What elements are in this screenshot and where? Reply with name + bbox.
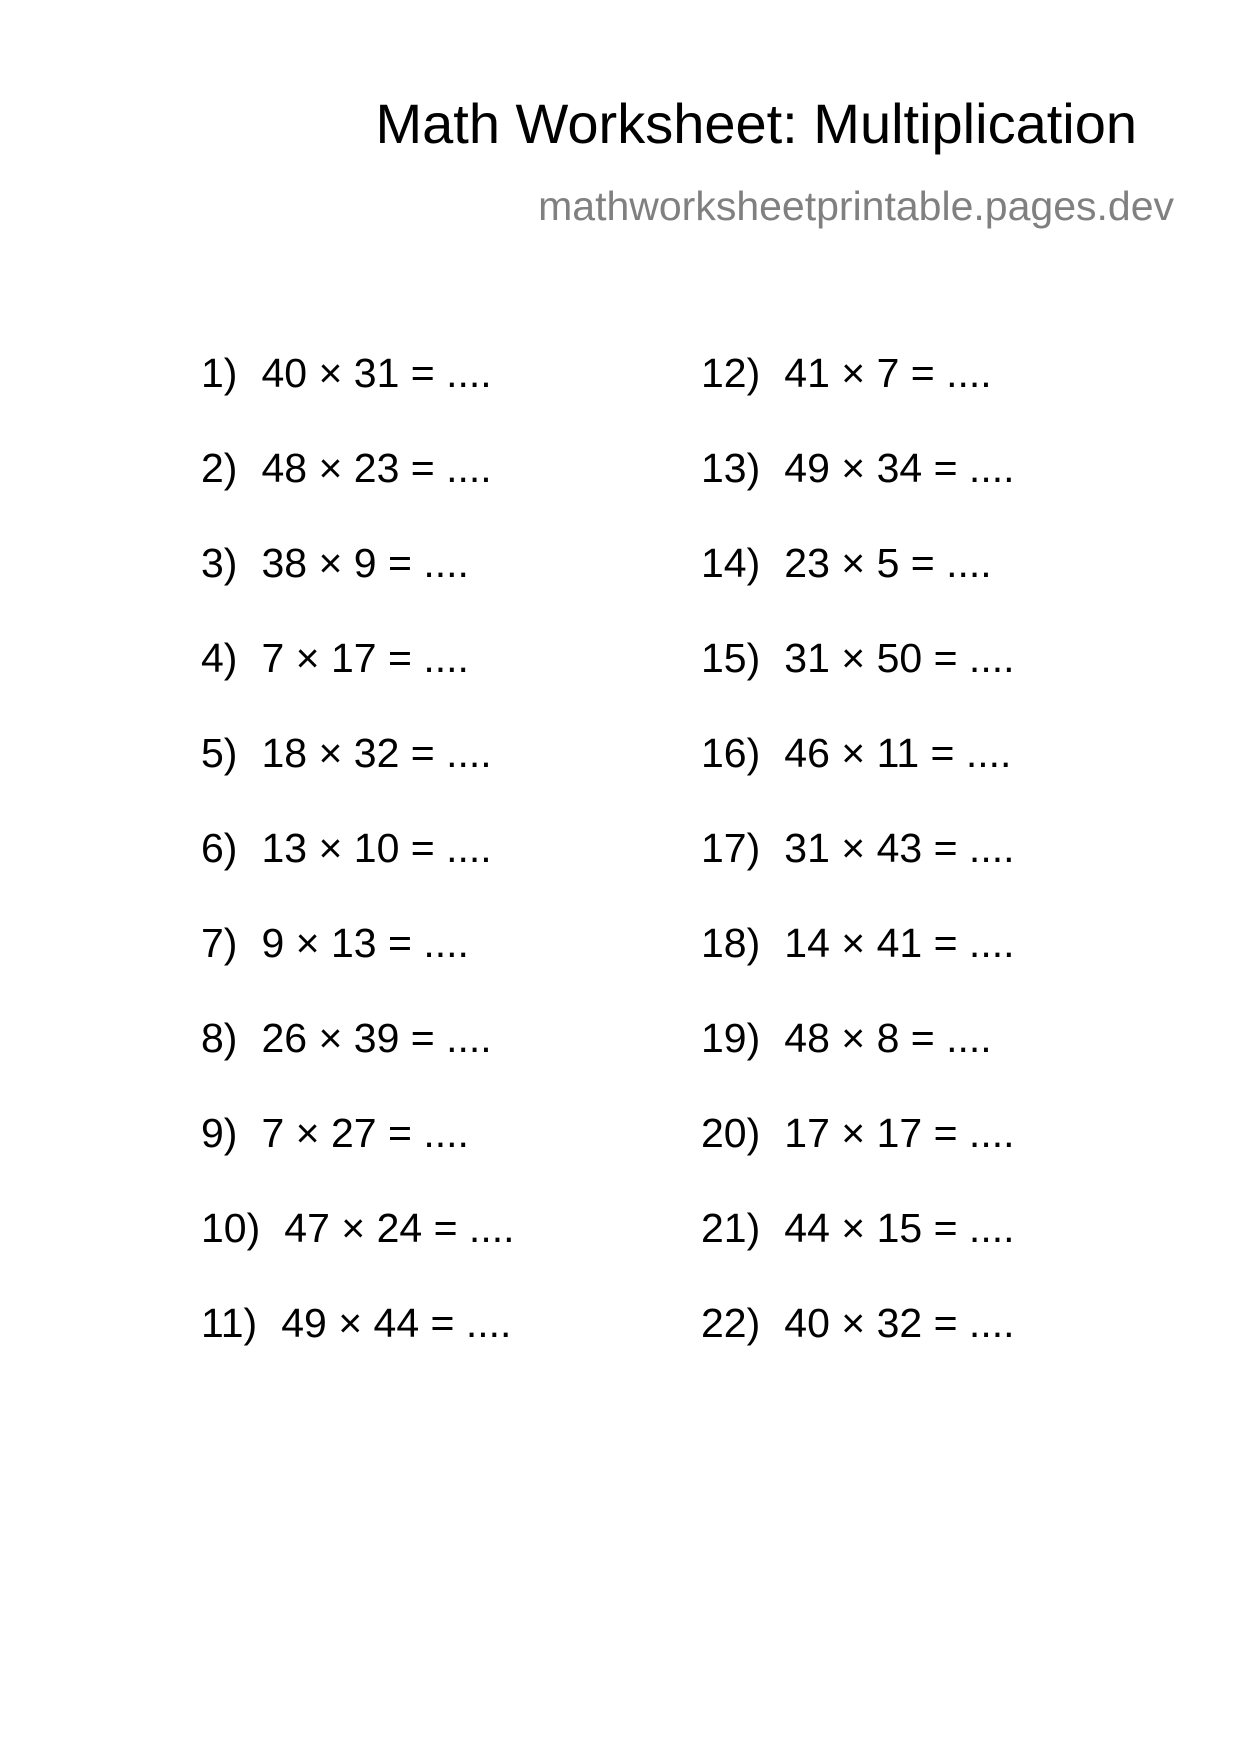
- problem-expression: 41 × 7 = ....: [784, 350, 992, 396]
- problem-number: 6): [201, 825, 238, 871]
- problem-number: 2): [201, 445, 238, 491]
- problem-expression: 40 × 31 = ....: [261, 350, 492, 396]
- problem-item: [201, 1205, 515, 1303]
- problem-expression: 31 × 43 = ....: [784, 825, 1015, 871]
- problem-item: [201, 350, 515, 448]
- problem-number: 5): [201, 730, 238, 776]
- problem-expression: 48 × 23 = ....: [261, 445, 492, 491]
- problem-expression: 49 × 34 = ....: [784, 445, 1015, 491]
- problem-item: [701, 350, 1015, 448]
- problem-number: 16): [701, 730, 761, 776]
- problem-item: [701, 920, 1015, 1018]
- problem-expression: 14 × 41 = ....: [784, 920, 1015, 966]
- problem-number: 20): [701, 1110, 761, 1156]
- problem-item: [201, 825, 515, 923]
- problem-item: [201, 920, 515, 1018]
- problem-expression: 18 × 32 = ....: [261, 730, 492, 776]
- problem-number: 8): [201, 1015, 238, 1061]
- problem-item: [701, 445, 1015, 543]
- problem-list-right: [701, 350, 1015, 1398]
- problem-number: 10): [201, 1205, 261, 1251]
- problem-expression: 13 × 10 = ....: [261, 825, 492, 871]
- problem-expression: 31 × 50 = ....: [784, 635, 1015, 681]
- problem-item: [701, 1110, 1015, 1208]
- problem-number: 13): [701, 445, 761, 491]
- problem-expression: 26 × 39 = ....: [261, 1015, 492, 1061]
- problem-number: 7): [201, 920, 238, 966]
- problem-number: 19): [701, 1015, 761, 1061]
- problem-expression: 17 × 17 = ....: [784, 1110, 1015, 1156]
- problem-item: [701, 1205, 1015, 1303]
- problem-expression: 38 × 9 = ....: [261, 540, 469, 586]
- problem-number: 18): [701, 920, 761, 966]
- worksheet-title: Math Worksheet: Multiplication: [375, 92, 1137, 155]
- problem-number: 17): [701, 825, 761, 871]
- problem-item: [701, 1015, 1015, 1113]
- problem-list-left: [201, 350, 515, 1398]
- problem-number: 14): [701, 540, 761, 586]
- problem-number: 12): [701, 350, 761, 396]
- problem-number: 22): [701, 1300, 761, 1346]
- problem-expression: 23 × 5 = ....: [784, 540, 992, 586]
- problem-item: [201, 1015, 515, 1113]
- problem-item: [201, 445, 515, 543]
- problem-number: 11): [201, 1300, 258, 1346]
- problem-expression: 48 × 8 = ....: [784, 1015, 992, 1061]
- problem-number: 1): [201, 350, 238, 396]
- problem-item: [201, 1300, 515, 1398]
- problem-expression: 40 × 32 = ....: [784, 1300, 1015, 1346]
- problem-item: [201, 1110, 515, 1208]
- problem-number: 15): [701, 635, 761, 681]
- problem-item: [201, 730, 515, 828]
- problem-expression: 47 × 24 = ....: [284, 1205, 515, 1251]
- problem-item: [701, 635, 1015, 733]
- problem-expression: 9 × 13 = ....: [261, 920, 469, 966]
- problem-item: [701, 825, 1015, 923]
- problem-number: 9): [201, 1110, 238, 1156]
- problem-expression: 46 × 11 = ....: [784, 730, 1012, 776]
- problem-expression: 7 × 17 = ....: [261, 635, 469, 681]
- problem-number: 3): [201, 540, 238, 586]
- problem-expression: 7 × 27 = ....: [261, 1110, 469, 1156]
- problem-item: [701, 730, 1015, 828]
- problem-expression: 49 × 44 = ....: [281, 1300, 512, 1346]
- website-url: mathworksheetprintable.pages.dev: [538, 183, 1174, 229]
- problem-expression: 44 × 15 = ....: [784, 1205, 1015, 1251]
- problem-item: [201, 635, 515, 733]
- problem-item: [701, 1300, 1015, 1398]
- problem-item: [701, 540, 1015, 638]
- problem-item: [201, 540, 515, 638]
- problem-number: 4): [201, 635, 238, 681]
- problem-number: 21): [701, 1205, 761, 1251]
